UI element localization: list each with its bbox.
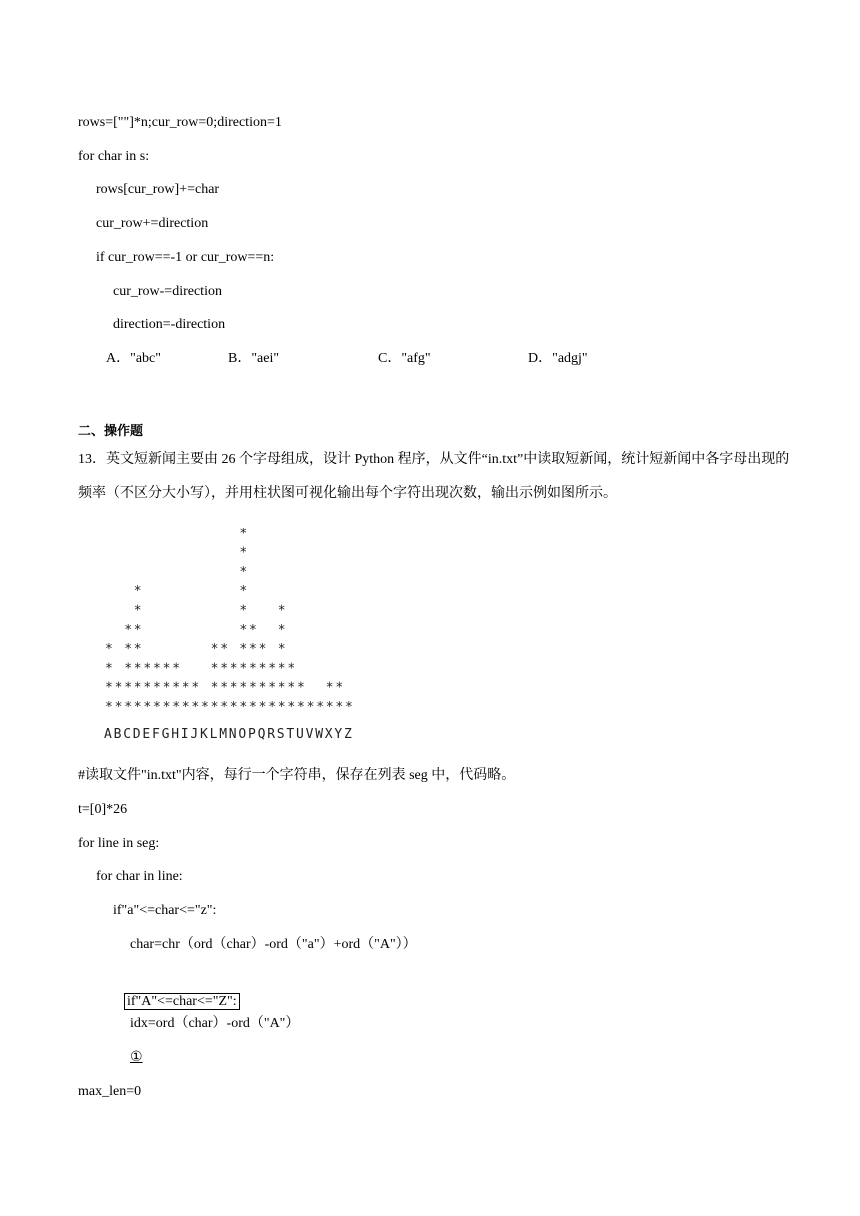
bar-star: * — [249, 642, 257, 658]
bar-star: * — [172, 661, 181, 677]
bar-star: * — [105, 642, 113, 658]
letter-label: H — [171, 727, 180, 742]
bar-star: * — [105, 680, 113, 696]
bar-star: * — [287, 700, 296, 715]
bar-star: * — [239, 661, 248, 677]
bar-star: * — [162, 680, 171, 696]
code-line: if cur_row==-1 or cur_row==n: — [96, 250, 275, 265]
bar-star: * — [239, 642, 248, 658]
code-line: direction=-direction — [113, 317, 226, 332]
letter-label: M — [219, 727, 228, 742]
bar-star: * — [105, 700, 113, 715]
bar-star: * — [220, 661, 229, 677]
letter-label: Q — [257, 727, 266, 742]
bar-star: * — [191, 700, 200, 715]
bar-star: * — [277, 622, 286, 638]
code-line: cur_row+=direction — [96, 216, 209, 231]
letter-label: L — [209, 727, 218, 742]
code-line: char=chr（ord（char）-ord（"a"）+ord（"A"）） — [130, 937, 417, 952]
boxed-code-line-wrapper — [117, 975, 240, 1011]
bar-star: * — [124, 642, 133, 658]
bar-star: * — [229, 680, 238, 696]
bar-star: * — [258, 661, 267, 677]
bar-star: * — [201, 700, 209, 715]
code-line: for char in line: — [96, 869, 183, 884]
bar-star: * — [239, 584, 248, 600]
letter-label: N — [228, 727, 237, 742]
bar-star: * — [287, 661, 296, 677]
bar-star: * — [133, 700, 142, 715]
bar-star: * — [191, 680, 200, 696]
bar-star: * — [277, 661, 286, 677]
code-comment: #读取文件"in.txt"内容，每行一个字符串，保存在列表 seg 中，代码略。 — [78, 768, 516, 783]
letter-label: G — [161, 727, 170, 742]
bar-star: * — [172, 700, 181, 715]
bar-star: * — [124, 622, 133, 638]
ascii-bar-chart-figure — [100, 528, 362, 746]
letter-label: Z — [344, 727, 352, 742]
bar-star: * — [220, 680, 229, 696]
bar-star: * — [239, 528, 248, 542]
bar-star: * — [153, 680, 161, 696]
letter-label: T — [286, 727, 295, 742]
bar-star: * — [239, 700, 248, 715]
bar-star: * — [162, 661, 171, 677]
letter-label: J — [190, 727, 199, 742]
bar-star: * — [133, 680, 142, 696]
boxed-code-line: if"A"<=char<="Z": — [124, 993, 240, 1010]
bar-star: * — [249, 622, 257, 638]
option-a: A．"abc" — [106, 351, 161, 366]
bar-star: * — [258, 700, 267, 715]
bar-star: * — [220, 642, 229, 658]
letter-label: E — [142, 727, 151, 742]
letter-label: K — [200, 727, 208, 742]
code-line: cur_row-=direction — [113, 284, 222, 299]
bar-star: * — [239, 545, 248, 561]
bar-star: * — [133, 661, 142, 677]
code-line: rows=[""]*n;cur_row=0;direction=1 — [78, 115, 282, 130]
letter-label: P — [248, 727, 256, 742]
bar-star: * — [143, 700, 152, 715]
letter-label: D — [132, 727, 141, 742]
letter-label: S — [276, 727, 285, 742]
ascii-bar-chart — [100, 528, 362, 746]
bar-star: * — [210, 642, 219, 658]
bar-star: * — [268, 661, 277, 677]
bar-star: * — [181, 680, 190, 696]
bar-star: * — [153, 700, 161, 715]
letter-label: O — [238, 727, 247, 742]
letter-label: W — [315, 727, 324, 742]
code-line: for char in s: — [78, 149, 150, 164]
bar-star: * — [114, 680, 123, 696]
bar-star: * — [220, 700, 229, 715]
bar-star: * — [153, 661, 161, 677]
bar-star: * — [258, 680, 267, 696]
letter-label: Y — [334, 727, 343, 742]
code-line: if"a"<=char<="z": — [113, 903, 217, 918]
bar-star: * — [229, 661, 238, 677]
bar-star: * — [124, 680, 133, 696]
letter-label: I — [180, 727, 189, 742]
bar-star: * — [277, 603, 286, 619]
bar-star: * — [229, 700, 238, 715]
bar-star: * — [345, 700, 353, 715]
bar-star: * — [133, 642, 142, 658]
bar-star: * — [297, 680, 305, 696]
bar-star: * — [306, 700, 315, 715]
bar-star: * — [239, 603, 248, 619]
letter-label: X — [324, 727, 333, 742]
bar-star: * — [258, 642, 267, 658]
letter-label: A — [104, 727, 112, 742]
letter-label: U — [296, 727, 304, 742]
bar-star: * — [143, 661, 152, 677]
bar-star: * — [133, 584, 142, 600]
bar-star: * — [249, 700, 257, 715]
bar-star: * — [105, 661, 113, 677]
code-line: max_len=0 — [78, 1084, 142, 1099]
bar-star: * — [239, 680, 248, 696]
bar-star: * — [124, 700, 133, 715]
option-c: C．"afg" — [378, 351, 431, 366]
letter-label: V — [305, 727, 314, 742]
bar-star: * — [172, 680, 181, 696]
code-line: t=[0]*26 — [78, 802, 128, 817]
letter-label: B — [113, 727, 122, 742]
option-d: D．"adgj" — [528, 351, 588, 366]
question-13-text: 13．英文短新闻主要由 26 个字母组成，设计 Python 程序，从文件“in.txt”中读取短新闻，统计短新闻中各字母出现的频率（不区分大小写），并用柱状图可视化输出每个字符出现次数，输出示例如图所示。 — [78, 452, 790, 501]
bar-star: * — [114, 700, 123, 715]
option-b: B．"aei" — [228, 351, 280, 366]
bar-star: * — [287, 680, 296, 696]
bar-star: * — [335, 700, 344, 715]
bar-star: * — [143, 680, 152, 696]
bar-star: * — [325, 680, 334, 696]
bar-star: * — [325, 700, 334, 715]
bar-star: * — [268, 680, 277, 696]
bar-star: * — [210, 661, 219, 677]
bar-star: * — [316, 700, 325, 715]
bar-star: * — [181, 700, 190, 715]
bar-star: * — [133, 603, 142, 619]
code-line: for line in seg: — [78, 836, 160, 851]
code-line: idx=ord（char）-ord（"A"） — [130, 1016, 300, 1031]
letter-label: F — [152, 727, 160, 742]
code-line: rows[cur_row]+=char — [96, 182, 220, 197]
bar-star: * — [277, 642, 286, 658]
bar-star: * — [124, 661, 133, 677]
bar-star: * — [239, 622, 248, 638]
letter-label: C — [123, 727, 132, 742]
bar-star: * — [133, 622, 142, 638]
bar-star: * — [210, 680, 219, 696]
bar-star: * — [277, 700, 286, 715]
bar-star: * — [162, 700, 171, 715]
bar-star: * — [277, 680, 286, 696]
bar-star: * — [239, 564, 248, 580]
bar-star: * — [297, 700, 305, 715]
letter-label: R — [267, 727, 276, 742]
blank-1: ① — [130, 1050, 143, 1065]
bar-star: * — [249, 680, 257, 696]
bar-star: * — [335, 680, 344, 696]
bar-star: * — [268, 700, 277, 715]
bar-star: * — [249, 661, 257, 677]
section-heading: 二、操作题 — [78, 424, 144, 439]
bar-star: * — [210, 700, 219, 715]
